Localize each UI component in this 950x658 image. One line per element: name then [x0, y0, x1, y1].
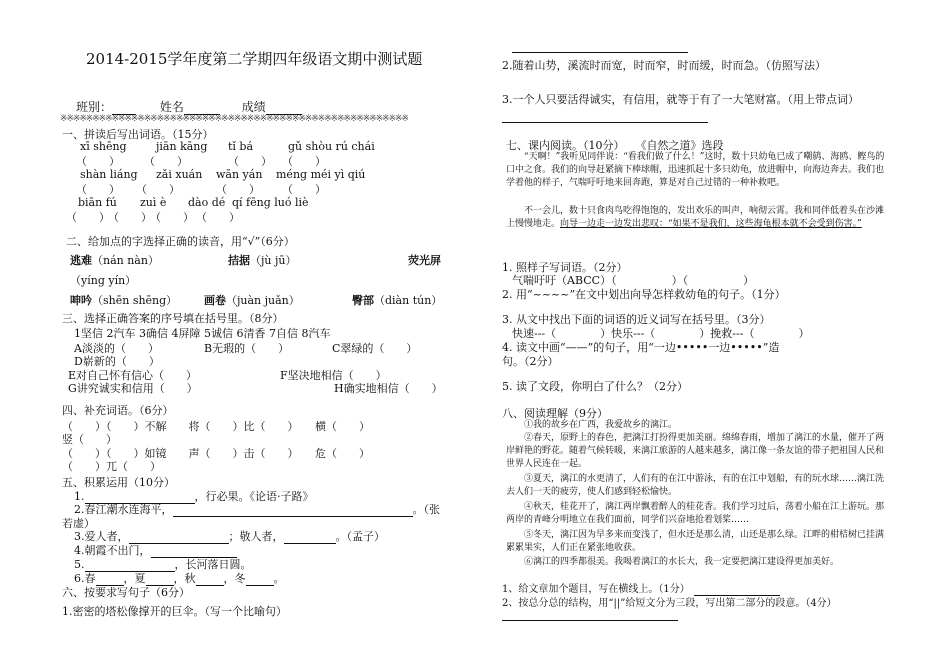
answer-blank[interactable]: （ ） [76, 155, 120, 168]
question: 3. 从文中找出下面的词语的近义词写在括号里。（3分） [502, 313, 771, 326]
accum-6: 6.春 ，夏 ，秋 ，冬 。 [74, 572, 285, 585]
match-item[interactable]: A淡淡的（ ） [74, 342, 159, 355]
pinyin: gǔ shòu rú chái [288, 140, 375, 153]
answer-blank[interactable]: （ ） [76, 183, 120, 196]
accum-2-author: 若虚） [62, 517, 95, 530]
pinyin: shàn liáng [80, 168, 138, 181]
answer-blank[interactable]: （ ） [144, 155, 188, 168]
answer-blank[interactable]: （ ） [282, 155, 326, 168]
answer-line[interactable] [196, 572, 224, 586]
pinyin: xī shēng [80, 140, 127, 153]
answer-line[interactable] [284, 530, 336, 544]
passage-8-p5: ⑤冬天，漓江因为早多来而变浅了，但水还是那么清，山还是那么绿。江畔的柑桔树已挂满累累果实，人们正在紧张地收获。 [506, 530, 885, 553]
section6-heading: 六、按要求写句子（6分） [62, 586, 190, 599]
accum-5: 5. ，长河落日圆。 [74, 558, 252, 571]
question: 句。（2分） [502, 355, 559, 368]
pinyin: tǐ bá [228, 140, 254, 153]
answer-blank[interactable]: （ ） [282, 183, 326, 196]
section2-heading: 二、给加点的字选择正确的读音，用“√”（6分） [66, 235, 295, 248]
question: 5. 读了文段，你明白了什么？（2分） [502, 380, 688, 393]
match-item[interactable]: B无瑕的（ ） [204, 342, 290, 355]
fill-line[interactable]: （ ）（ ）不解 将（ ）比（ ） 横（ ） [62, 420, 370, 433]
reading-item-opts: （yíng yín） [70, 274, 137, 287]
match-item[interactable]: F坚决地相信（ ） [280, 369, 387, 382]
section4-heading: 四、补充词语。（6分） [62, 404, 174, 417]
section8-heading: 八、阅读理解（9分） [502, 407, 608, 420]
question: 4. 读文中画“——”的句子，用“一边•••••一边•••••”造 [502, 341, 780, 354]
pinyin: zǎi xuán [156, 168, 203, 181]
pinyin: zuì è [140, 196, 167, 209]
class-blank[interactable] [112, 100, 136, 115]
answer-line[interactable] [502, 620, 678, 621]
answer-blank[interactable]: （ ） [108, 211, 152, 224]
reading-item: 画卷（juàn juǎn） [204, 294, 300, 307]
option-list: 1坚信 2汽车 3确信 4屏障 5诚信 6清香 7自信 8汽车 [74, 327, 331, 340]
sentence-q2: 2.随着山势，溪流时而宽，时而窄，时而缓，时而急。（仿照写法） [502, 59, 826, 72]
question-blanks[interactable]: 气喘吁吁（ABCC）（ ）（ ） [512, 274, 755, 287]
section3-heading: 三、选择正确答案的序号填在括号里。（8分） [62, 312, 284, 325]
answer-blank[interactable]: （ ） [66, 211, 110, 224]
match-item[interactable]: E对自己怀有信心（ ） [68, 369, 198, 382]
fill-line[interactable]: 竖（ ） [62, 433, 117, 446]
answer-blank[interactable]: （ ） [216, 183, 260, 196]
reading-q1: 1、给文章加个题目，写在横线上。（1分） [502, 580, 780, 596]
match-item[interactable]: D崭新的（ ） [74, 355, 160, 368]
passage-8-p6: ⑥漓江的四季都很美。我喝着漓江的水长大，我一定要把漓江建设得更加美好。 [524, 557, 840, 567]
fill-line[interactable]: （ ）兀（ ） [62, 460, 161, 473]
passage-8-p3: ③夏天，漓江的水更清了，人们有的在江中游泳，有的在江中划船，有的玩水球……漓江洗去人们一天的疲劳，使人们感到轻松愉快。 [506, 474, 885, 497]
star-divider: ※※※※※※※※※※※※※※※※※※※※※※※※※※※※※※※※※※※※※※※※※※※※※※※※※※※※※※ [60, 114, 408, 124]
match-item[interactable]: C翠绿的（ ） [332, 342, 418, 355]
match-item[interactable]: G讲究诚实和信用（ ） [68, 382, 198, 395]
pinyin: jiān kāng [156, 140, 208, 153]
answer-blank[interactable]: （ ） [150, 211, 194, 224]
passage-7-p2: 不一会儿，数十只食肉鸟吃得饱饱的，发出欢乐的叫声，响彻云霄。我和同伴低着头在沙滩上慢慢地走。向导一边走一边发出悲叹：“如果不是我们，这些海龟根本就不会受到伤害。” [506, 206, 885, 229]
section7-heading: 七、课内阅读。（10分） 《自然之道》选段 [506, 139, 724, 152]
answer-blank[interactable]: （ ） [136, 183, 180, 196]
section1-heading: 一、拼读后写出词语。（15分） [62, 128, 214, 141]
page-title: 2014-2015学年度第二学期四年级语文期中测试题 [86, 50, 423, 68]
accum-3: 3.爱人者， ；敬人者， 。（孟子） [74, 530, 385, 543]
answer-blank[interactable]: （ ） [228, 155, 272, 168]
fill-line[interactable]: （ ）（ ）如镜 声（ ）击（ ） 危（ ） [62, 447, 370, 460]
name-blank[interactable] [184, 100, 220, 115]
pinyin: méng méi yì qiú [276, 168, 366, 181]
answer-blank[interactable]: （ ） [196, 211, 240, 224]
reading-item: 拮据（jù jū） [228, 254, 297, 267]
passage-8-p2: ②春天，原野上的春色，把漓江打扮得更加美丽。绵绵春雨，增加了漓江的水量，催开了两岸鲜艳的野花。随着气候转暖，来漓江旅游的人越来越多，漓江像一条友谊的带子把祖国人民和世界人民连在一起。 [506, 433, 885, 469]
score-blank[interactable] [266, 100, 302, 115]
answer-line[interactable] [246, 572, 274, 586]
match-item[interactable]: H确实地相信（ ） [334, 382, 443, 395]
reading-item: 荧光屏 [408, 254, 441, 267]
passage-8-p1: ①我的故乡在广西，我爱故乡的漓江。 [524, 420, 678, 430]
answer-line[interactable] [512, 52, 688, 53]
passage-8-p4: ④秋天，桂花开了，漓江两岸飘着醉人的桂花香。我们学习过后，荡着小船在江上游玩。那两岸的青峰分明地立在我们面前，同学们兴奋地抢着划桨…… [506, 502, 885, 525]
reading-item: 臀部（diàn tún） [352, 294, 443, 307]
accum-4: 4.朝霞不出门， [74, 542, 237, 558]
question: 1. 照样子写词语。（2分） [502, 261, 628, 274]
pinyin: biān fú [78, 196, 117, 209]
question-blanks[interactable]: 快速---（ ）快乐---（ ）挽救---（ ） [512, 327, 810, 340]
question: 2. 用“~~~~”在文中划出向导怎样救幼龟的句子。（1分） [502, 288, 786, 301]
passage-7-p1: “天啊！”我听见同伴说：“看我们做了什么！”这时，数十只幼龟已成了嘲鸫、海鸥、鲣鸟的口中之食。我们的向导赶紧摘下棒球帽，迅速抓起十多只幼龟，放进帽中，向海边奔去。我们也学着他的样子，气喘吁吁地来回奔跑，算是对自己过错的一种补救吧。 [506, 152, 885, 188]
reading-item: 逃难（nán nàn） [70, 254, 159, 267]
reading-item: 呻吟（shēn shēng） [70, 294, 178, 307]
answer-line[interactable] [502, 122, 708, 123]
accum-2: 2.春江潮水连海平， 。（张 [74, 503, 440, 516]
section5-heading: 五、积累运用（10分） [62, 476, 175, 489]
pinyin: dào dé [188, 196, 226, 209]
reading-q2: 2、按总分总的结构，用“||”给短文分为三段，写出第二部分的段意。（4分） [502, 598, 837, 609]
pinyin: wān yán [216, 168, 263, 181]
answer-line[interactable] [173, 503, 413, 517]
accum-1: 1. ，行必果。《论语·子路》 [74, 490, 314, 503]
sentence-q3: 3.一个人只要活得诚实，有信用，就等于有了一大笔财富。（用上带点词） [502, 93, 859, 106]
pinyin: qí fēng luó liè [232, 196, 309, 209]
sentence-q1: 1.密密的塔松像撑开的巨伞。（写一个比喻句） [62, 605, 287, 618]
student-info: 班别： 姓名 成绩 [76, 98, 302, 115]
